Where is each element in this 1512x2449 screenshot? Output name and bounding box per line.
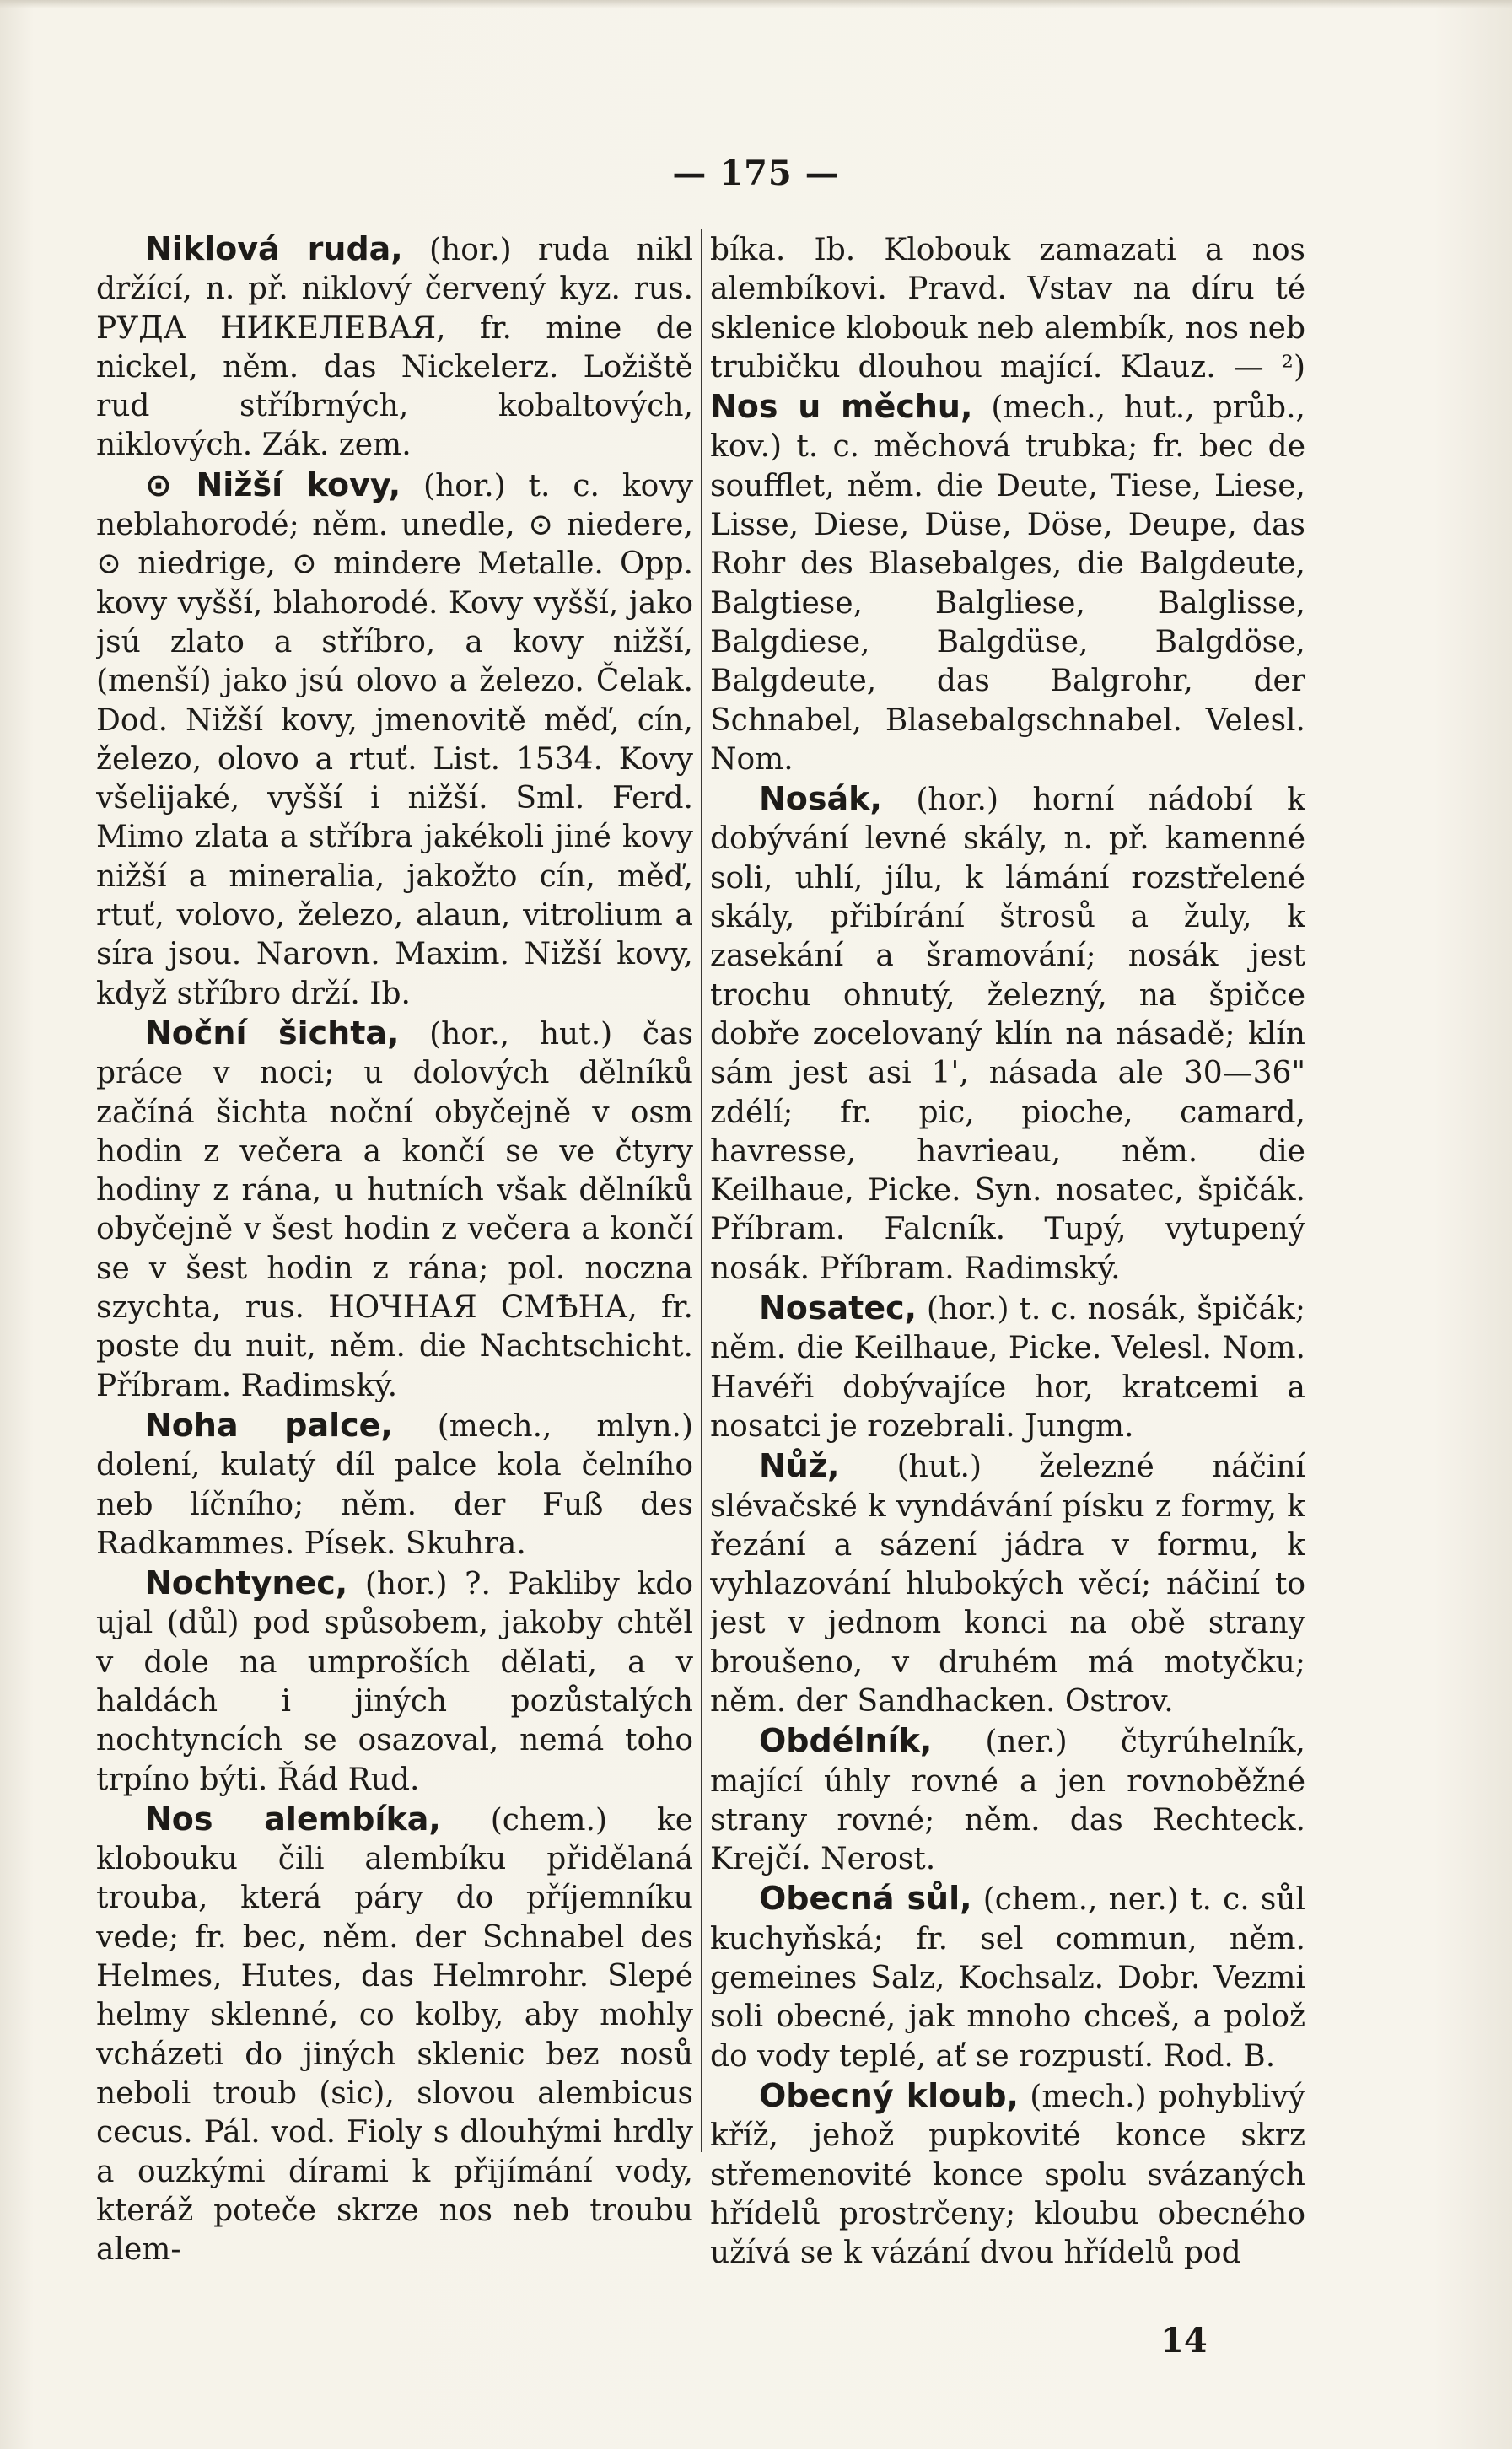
entry-noha-palce: [96, 1406, 693, 1564]
entry-text: (hor., hut.) čas práce v noci; u dolových dělníků začíná šichta noční obyčejně v osm hodin z večera a končí se ve čtyry hodiny z rána, u hutních však dělníků obyčejně v šest hodin z večera a končí se v šest hodin z rána; pol. noczna szychta, rus. НОЧНАЯ СМѢНА, fr. poste du nuit, něm. die Nachtschicht. Příbram. Radimský.: [96, 1016, 693, 1403]
headword: Noha palce,: [145, 1406, 393, 1444]
headword: Nosák,: [759, 780, 882, 818]
left-column: [96, 229, 693, 2338]
headword: Nochtynec,: [145, 1564, 348, 1602]
page-number: — 175 —: [672, 153, 840, 193]
entry-nizsi-kovy: [96, 466, 693, 1014]
entry-nochtynec: [96, 1564, 693, 1800]
entry-text: (chem.) ke klobouku čili alembíku přidělaná trouba, která páry do příjemníku vede; fr. bec, něm. der Schnabel des Helmes, Hutes, das Helmrohr. Slepé helmy sklenné, co kolby, aby mohly vcházeti do jiných sklenic bez nosů neboli troub (sic), slovou alembicus cecus. Pál. vod. Fioly s dlouhými hrdly a ouzkými dírami k přijímání vody, kteráž poteče skrze nos neb troubu alem-: [96, 1802, 693, 2268]
entry-text: bíka. Ib. Klobouk zamazati a nos alembíkovi. Pravd. Vstav na díru té sklenice klobouk neb alembík, nos neb trubičku dlouhou mající. Klauz. — ²): [710, 233, 1305, 385]
entry-text: (ner.) čtyrúhelník, mající úhly rovné a jen rovnoběžné strany rovné; něm. das Rechteck. Krejčí. Nerost.: [710, 1725, 1305, 1877]
entry-nos-alembika-continued: [710, 229, 1305, 779]
entry-text: (hor.) t. c. kovy neblahorodé; něm. unedle, ⊙ niedere, ⊙ niedrige, ⊙ mindere Metalle. Opp. kovy vyšší, blahorodé. Kovy vyšší, jako jsú zlato a stříbro, a kovy nižší, (menší) jako jsú olovo a železo. Čelak. Dod. Nižší kovy, jmenovitě měď, cín, železo, olovo a rtuť. List. 1534. Kovy všelijaké, vyšší i nižší. Sml. Ferd. Mimo zlata a stříbra jakékoli jiné kovy nižší a mineralia, jakožto cín, měď, rtuť, volovo, železo, alaun, vitrolium a síra jsou. Narovn. Maxim. Nižší kovy, když stříbro drží. Ib.: [96, 468, 693, 1011]
entry-nosak: [710, 779, 1305, 1289]
headword: Niklová ruda,: [145, 230, 403, 267]
entry-nocni-sichta: [96, 1014, 693, 1406]
headword: Noční šichta,: [145, 1014, 400, 1052]
entry-obecny-kloub: [710, 2076, 1305, 2273]
entry-text: (mech.) pohyblivý kříž, jehož pupkovité konce skrz střemenovité konce spolu svázaných hřídelů prostrčeny; kloubu obecného užívá se k vázání dvou hřídelů pod: [710, 2079, 1305, 2271]
entry-obdelnik: [710, 1721, 1305, 1879]
entry-text: (hor.) horní nádobí k dobývání levné skály, n. př. kamenné soli, uhlí, jílu, k lámání rozstřelené skály, přibírání štrosů a žuly, k zasekání a šramování; nosák jest trochu ohnutý, železný, na špičce dobře zocelovaný klín na násadě; klín sám jest asi 1', násada ale 30—36" zdélí; fr. pic, pioche, camard, havresse, havrieau, něm. die Keilhaue, Picke. Syn. nosatec, špičák. Příbram. Falcník. Tupý, vytupený nosák. Příbram. Radimský.: [710, 783, 1305, 1286]
headword: Obdélník,: [759, 1722, 933, 1760]
headword: Nos u měchu,: [710, 388, 973, 426]
entry-nos-alembika: [96, 1800, 693, 2270]
entry-obecna-sul: [710, 1879, 1305, 2075]
entry-text: (hut.) železné náčiní slévačské k vyndávání písku z formy, k řezání a sázení jádra v formu, k vyhlazování hlubokých věcí; náčiní to jest v jednom konci na obě strany broušeno, v druhém má motyčku; něm. der Sandhacken. Ostrov.: [710, 1450, 1305, 1719]
headword: Obecný kloub,: [759, 2076, 1019, 2114]
entry-text: (chem., ner.) t. c. sůl kuchyňská; fr. sel commun, něm. gemeines Salz, Kochsalz. Dobr. Vezmi soli obecné, jak mnoho chceš, a polož do vody teplé, ať se rozpustí. Rod. B.: [710, 1882, 1305, 2074]
signature-mark: 14: [1160, 2321, 1208, 2360]
entry-text: (mech., mlyn.) dolení, kulatý díl palce kola čelního neb líčního; něm. der Fuß des Radkammes. Písek. Skuhra.: [96, 1408, 693, 1561]
right-column: [710, 229, 1305, 2338]
entry-text: (hor.) ruda nikl držící, n. př. niklový červený kyz. rus. РУДА НИКЕЛЕВАЯ, fr. mine de nickel, něm. das Nickelerz. Ložiště rud stříbrných, kobaltových, niklových. Zák. zem.: [96, 233, 693, 463]
headword: Nosatec,: [759, 1289, 917, 1327]
entry-nosatec: [710, 1289, 1305, 1446]
page-edge-shadow: [0, 0, 1512, 8]
headword: Nůž,: [759, 1447, 840, 1485]
column-divider: [701, 229, 702, 2152]
headword: ⊙ Nižší kovy,: [145, 466, 401, 503]
entry-text: (hor.) ?. Pakliby kdo ujal (důl) pod spůsobem, jakoby chtěl v dole na umproších dělati, a v haldách i jiných pozůstalých nochtyncích se osazoval, nemá toho trpíno býti. Řád Rud.: [96, 1567, 693, 1797]
entry-text: (mech., hut., průb., kov.) t. c. měchová trubka; fr. bec de soufflet, něm. die Deute, Tiese, Liese, Lisse, Diese, Düse, Döse, Deupe, das Rohr des Blasebalges, die Balgdeute, Balgtiese, Balgliese, Balglisse, Balgdiese, Balgdüse, Balgdöse, Balgdeute, das Balgrohr, der Schnabel, Blasebalgschnabel. Velesl. Nom.: [710, 390, 1305, 777]
entry-nuz: [710, 1446, 1305, 1721]
headword: Obecná sůl,: [759, 1880, 972, 1918]
headword: Nos alembíka,: [145, 1800, 441, 1838]
entry-text: (hor.) t. c. nosák, špičák; něm. die Keilhaue, Picke. Velesl. Nom. Havéři dobývajíce hor, kratcemi a nosatci je rozebrali. Jungm.: [710, 1292, 1305, 1444]
entry-niklova-ruda: [96, 229, 693, 466]
